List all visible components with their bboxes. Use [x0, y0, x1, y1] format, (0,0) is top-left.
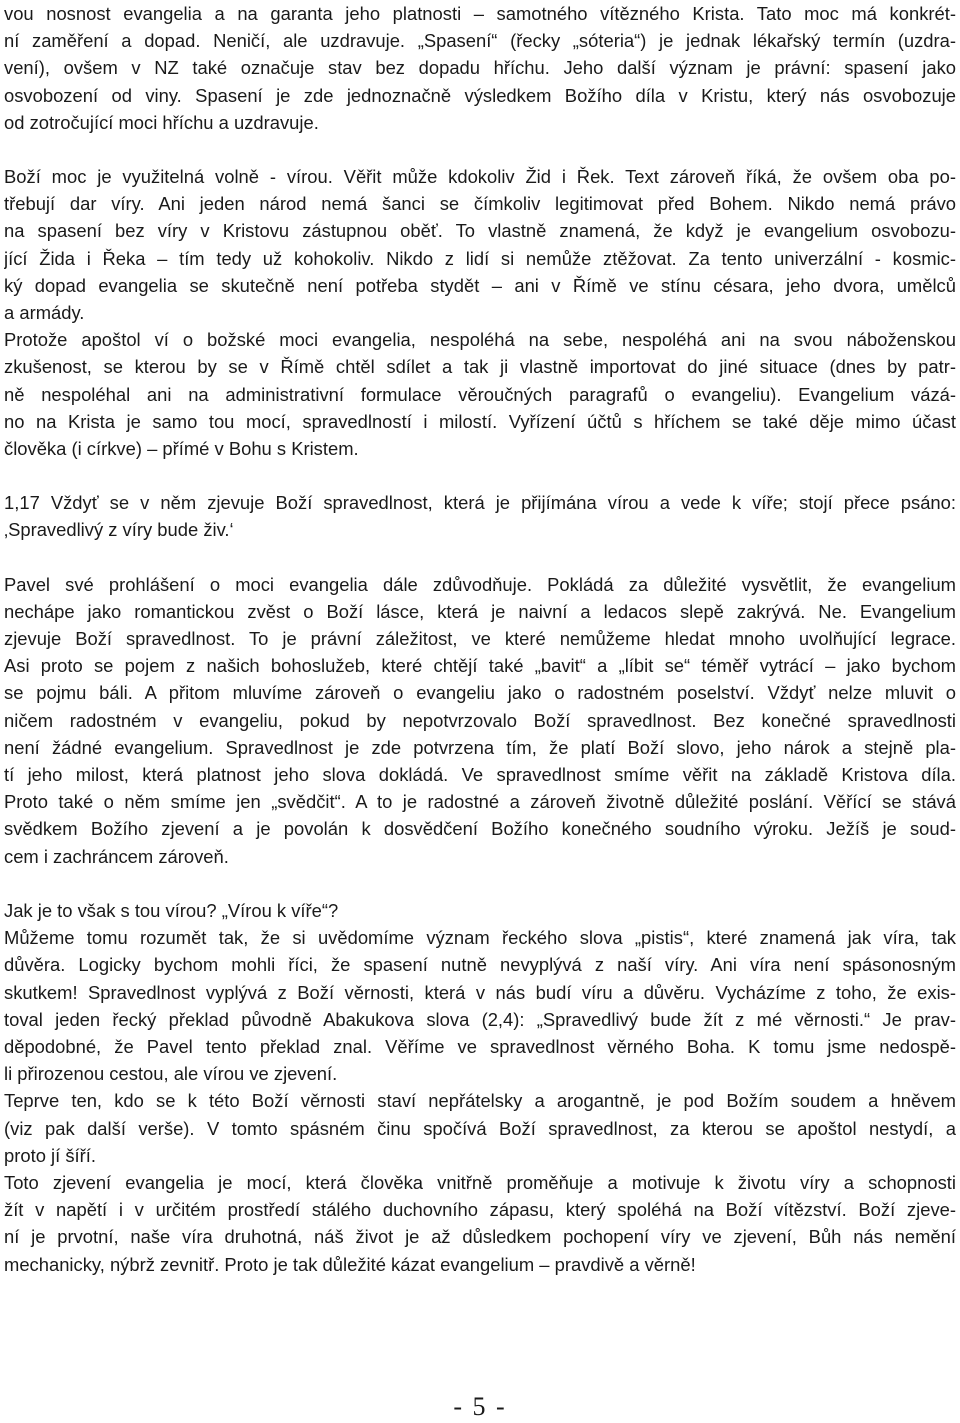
text-line: Boží moc je využitelná volně - vírou. Věřit může kdokoliv Žid i Řek. Text zároveň říká, že ovšem oba po-: [4, 166, 956, 188]
text-line: no na Krista je samo tou mocí, spravedlností i milostí. Vyřízení účtů s hříchem se také děje mimo účast: [4, 410, 956, 432]
document-page: [4, 0, 956, 1278]
text-line: jící Žida i Řeka – tím tedy už kohokoliv. Nikdo z lidí si nemůže ztěžovat. Za tento univerzální - kosmic-: [4, 247, 956, 269]
text-line: od zotročující moci hříchu a uzdravuje.: [4, 111, 319, 133]
text-line: ní zaměření a dopad. Neničí, ale uzdravuje. „Spasení“ (řecky „sóteria“) je jednak lékařský termín (uzdra-: [4, 30, 956, 52]
text-line: skutkem! Spravedlnost vyplývá z Boží věrnosti, která v nás budí víru a důvěru. Vycházíme z toho, že exis-: [4, 981, 956, 1003]
text-line: nechápe jako romantickou zvěst o Boží lásce, která je naivní a ledacos slepě zakrývá. Ne. Evangelium: [4, 600, 956, 622]
text-line: 1,17 Vždyť se v něm zjevuje Boží spravedlnost, která je přijímána vírou a vede k víře; stojí přece psáno:: [4, 492, 956, 514]
text-line: není žádné evangelium. Spravedlnost je zde potvrzena tím, že platí Boží slovo, jeho nárok a stejně pla-: [4, 736, 956, 758]
text-line: ký dopad evangelia se skutečně není potřeba stydět – ani v Římě ve stínu césara, jeho dvora, umělců: [4, 274, 956, 296]
text-line: zkušenost, se kterou by se v Římě chtěl sdílet a tak ji vlastně importovat do jiné situace (dnes by patr-: [4, 356, 956, 378]
paragraph-verse-1-17: [4, 489, 956, 543]
text-line: (viz pak další verše). V tomto spásném činu spočívá Boží spravedlnost, za kterou se apoštol nestydí, a: [4, 1117, 956, 1139]
paragraph-salvation-meaning: [4, 0, 956, 136]
text-line: se pojmu báli. A přitom mluvíme zároveň o evangeliu jako o radostném poselství. Vždyť nelze mluvit o: [4, 682, 956, 704]
text-line: zjevuje Boží spravedlnost. To je právní záležitost, ve které nemůžeme hledat mnoho uvolňující legrace.: [4, 628, 956, 650]
paragraph-spacer: [4, 136, 956, 163]
text-line: svědkem Božího zjevení a je povolán k dosvědčení Božího konečného soudního výroku. Ježíš je soud-: [4, 818, 956, 840]
paragraph-spacer: [4, 462, 956, 489]
text-line: vení), ovšem v NZ také označuje stav bez dopadu hříchu. Jeho další význam je právní: spasení jako: [4, 57, 956, 79]
text-line: Jak je to však s tou vírou? „Vírou k víře“?: [4, 899, 339, 921]
text-line: Teprve ten, kdo se k této Boží věrnosti staví nepřátelsky a arogantně, je pod Božím soudem a hněvem: [4, 1090, 956, 1112]
text-line: děpodobné, že Pavel tento překlad znal. Věříme ve spravedlnost věrného Boha. K tomu jsme nedospě-: [4, 1035, 956, 1057]
text-line: důvěra. Logicky bychom mohli říci, že spasení nutně nevyplývá z naší víry. Ani víra není spásonosným: [4, 954, 956, 976]
paragraph-faith-to-faith: [4, 897, 956, 1278]
text-line: na spasení bez víry v Kristovu zástupnou oběť. To vlastně znamená, že když je evangelium osvobozu-: [4, 220, 956, 242]
text-line: a armády.: [4, 302, 85, 324]
text-line: Protože apoštol ví o božské moci evangelia, nespoléhá na sebe, nespoléhá ani na svou náboženskou: [4, 329, 956, 351]
text-line: li přirozenou cestou, ale vírou ve zjevení.: [4, 1063, 338, 1085]
paragraph-gods-righteousness: [4, 571, 956, 870]
text-line: toval jeden řecký překlad původně Abakukova slova (2,4): „Spravedlivý bude žít z mé věrnosti.“ Je prav-: [4, 1008, 956, 1030]
text-line: Pavel své prohlášení o moci evangelia dále zdůvodňuje. Pokládá za důležité vysvětlit, že evangelium: [4, 573, 956, 595]
text-line: ní je prvotní, naše víra druhotná, náš život je až důsledkem pochopení víry ve zjevení, Bůh nás nemění: [4, 1226, 956, 1248]
text-line: mechanicky, nýbrž zevnitř. Proto je tak důležité kázat evangelium – pravdivě a věrně!: [4, 1253, 696, 1275]
text-line: Asi proto se pojem z našich bohoslužeb, které chtějí také „bavit“ a „líbit se“ téměř vytrácí – jako bychom: [4, 655, 956, 677]
paragraph-spacer: [4, 870, 956, 897]
text-line: třebují dar víry. Ani jeden národ nemá šanci se čímkoliv legitimovat před Bohem. Nikdo nemá právo: [4, 193, 956, 215]
text-line: ničem radostném v evangeliu, pokud by nepotvrzovalo Boží spravedlnost. Bez konečné spravedlnosti: [4, 709, 956, 731]
text-line: cem i zachráncem zároveň.: [4, 845, 229, 867]
text-line: proto jí šíří.: [4, 1144, 96, 1166]
text-line: ně nespoléhal ani na administrativní formulace věroučných paragrafů o evangeliu). Evangelium vázá-: [4, 383, 956, 405]
text-line: osvobození od viny. Spasení je zde jednoznačně výsledkem Božího díla v Kristu, který nás osvobozuje: [4, 84, 956, 106]
text-line: vou nosnost evangelia a na garanta jeho platnosti – samotného vítězného Krista. Tato moc má konkrét-: [4, 3, 956, 24]
paragraph-gods-power-by-faith: [4, 163, 956, 462]
text-line: žít v napětí i v určitém prostředí stálého duchovního zápasu, který spoléhá na Boží vítězství. Boží zjeve-: [4, 1199, 956, 1221]
text-line: Můžeme tomu rozumět tak, že si uvědomíme význam řeckého slova „pistis“, které znamená jak víra, tak: [4, 927, 956, 949]
text-line: Toto zjevení evangelia je mocí, která člověka vnitřně proměňuje a motivuje k životu víry a schopnosti: [4, 1171, 956, 1193]
text-line: ‚Spravedlivý z víry bude živ.‘: [4, 519, 234, 541]
text-line: Proto také o něm smíme jen „svědčit“. A to je radostné a zároveň životně důležité poslání. Věřící se stává: [4, 791, 956, 813]
page-number: - 5 -: [453, 1392, 507, 1421]
paragraph-spacer: [4, 544, 956, 571]
text-line: tí jeho milost, která platnost jeho slova dokládá. Ve spravedlnost smíme věřit na základě Kristova díla.: [4, 764, 956, 786]
text-line: člověka (i církve) – přímé v Bohu s Kristem.: [4, 438, 359, 460]
